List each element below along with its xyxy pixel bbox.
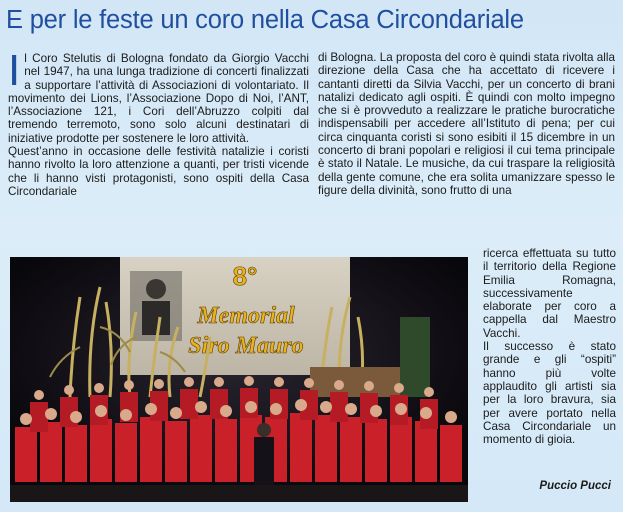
banner-line-1: Memorial — [197, 303, 295, 329]
article-left-column — [8, 46, 309, 198]
headline: E per le feste un coro nella Casa Circondariale — [6, 6, 524, 34]
left-paragraph-2: Quest’anno in occasione delle festività natalizie i coristi hanno rivolto la loro attenzione a quanti, per tristi vicende che li hanno visti protagonisti, sono ospiti della Casa Circondariale — [8, 145, 309, 198]
article-narrow-column — [483, 247, 616, 446]
narrow-paragraph-2: Il successo è stato grande e gli “ospiti” hanno più volte applaudito gli artisti sia per la loro bravura, sia per avere portato nella Casa Circondariale un momento di gioia. — [483, 340, 616, 447]
choir-photo — [10, 257, 468, 502]
banner-line-2: Siro Mauro — [188, 333, 304, 359]
banner-number: 8° — [232, 261, 258, 291]
drop-cap: I — [8, 46, 21, 95]
choir-photo-illustration — [10, 257, 468, 502]
conductor — [254, 437, 274, 492]
author-signature: Puccio Pucci — [539, 480, 611, 492]
narrow-paragraph-1: ricerca effettuata su tutto il territorio della Regione Emilia Romagna, successivamente elaborate per coro a cappella dal Maestro Vacchi. — [483, 247, 616, 340]
plant — [400, 317, 430, 397]
right-paragraph-1: di Bologna. La proposta del coro è quindi stata rivolta alla direzione della Casa che ha accettato di ricevere i cantanti diretti da Silvia Vacchi, per un concerto di brani natalizi dedicato agli ospiti. È quindi con molto impegno che si è provveduto a realizzare le pratiche burocratiche indispensabili per accedere all’Istituto di pena; per cui circa cinquanta coristi si sono esibiti il 15 dicembre in un concerto di brani popolari e religiosi il cui tema principale è stato il Natale. Le musiche, da cui traspare la religiosità della gente comune, che era solita umanizzare spesso le figure della divinità, sono frutto di una — [318, 51, 615, 197]
left-paragraph-1: l Coro Stelutis di Bologna fondato da Giorgio Vacchi nel 1947, ha una lunga tradizione di concerti finalizzati a supportare l’attività di Associazioni di volontariato. Il movimento dei Lions, l’Associazione Dopo di Noi, l’ANT, l’Associazione 121, i Cori dell’Abruzzo colpiti dal tremendo terremoto, sono solo alcuni destinatari di iniziative prodotte per sostenere le loro attività. — [8, 52, 309, 145]
article-right-column — [318, 51, 615, 197]
